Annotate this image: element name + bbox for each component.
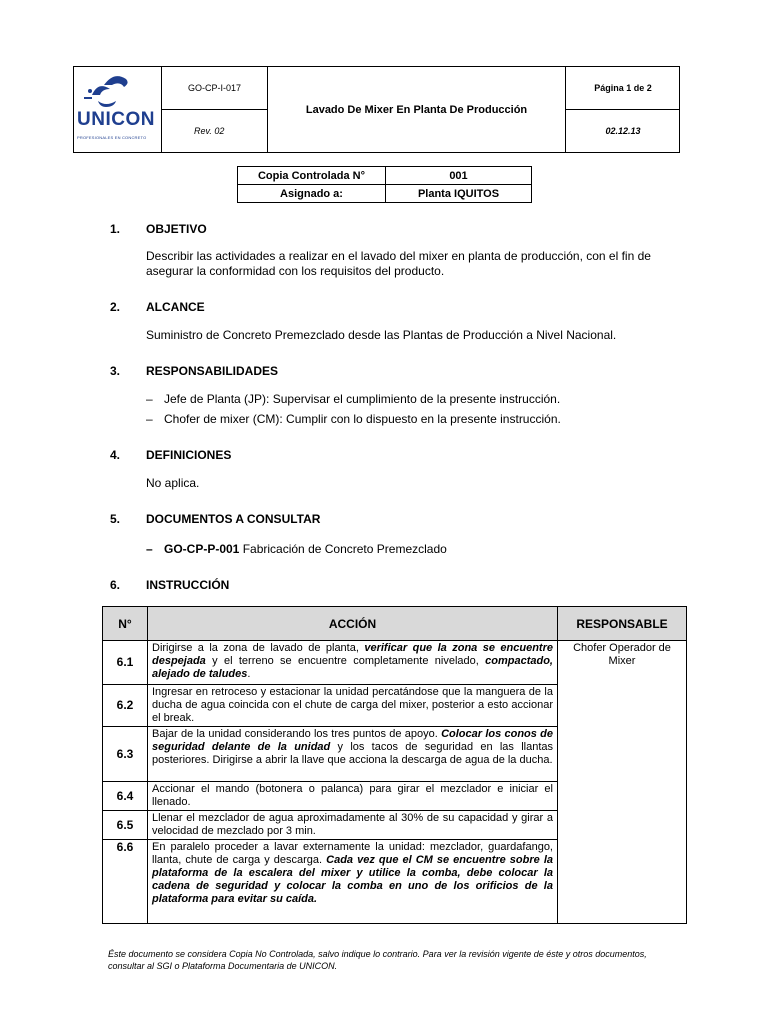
step-action: En paralelo proceder a lavar externamente la unidad: mezclador, guardafango, llanta, chute de carga y descarga. Cada vez que el CM se encuentre sobre la plataforma de la escalera del mixer y utilice la comba, debe colocar la cadena de seguridad y colocar la comba en uno de los orificios de la plataforma para evitar su caída. xyxy=(148,840,558,924)
section-number: 5. xyxy=(110,512,121,526)
section-title-responsabilidades: RESPONSABILIDADES xyxy=(146,364,279,378)
step-action: Bajar de la unidad considerando los tres puntos de apoyo. Colocar los conos de seguridad delante de la unidad y los tacos de seguridad en las llantas posteriores. Dirigirse a abrir la llave que acciona la descarga de agua de la ducha. xyxy=(148,727,558,782)
column-header-number: N° xyxy=(103,607,148,641)
logo-mark-icon xyxy=(74,67,161,113)
bullet-dash: – xyxy=(146,392,153,406)
responsibility-item: Jefe de Planta (JP): Supervisar el cumplimiento de la presente instrucción. xyxy=(164,392,561,406)
section-number: 4. xyxy=(110,448,121,462)
section-number: 3. xyxy=(110,364,121,378)
page-number: Página 1 de 2 xyxy=(594,83,652,93)
section-number: 1. xyxy=(110,222,121,236)
step-number: 6.4 xyxy=(103,782,148,811)
reference-code: GO-CP-P-001 xyxy=(164,542,240,556)
section-title-definiciones: DEFINICIONES xyxy=(146,448,232,462)
section-title-documentos: DOCUMENTOS A CONSULTAR xyxy=(146,512,321,526)
document-footer-note: Éste documento se considera Copia No Controlada, salvo indique lo contrario. Para ver la revisión vigente de éste y otros documentos, consultar al SGI o Plataforma Documentaria de UNICON. xyxy=(108,949,647,971)
definiciones-text: No aplica. xyxy=(146,476,200,490)
section-title-instruccion: INSTRUCCIÓN xyxy=(146,578,230,592)
copy-number-label: Copia Controlada N° xyxy=(238,167,386,185)
section-number: 6. xyxy=(110,578,121,592)
step-action: Accionar el mando (botonera o palanca) para girar el mezclador e iniciar el llenado. xyxy=(148,782,558,811)
reference-document xyxy=(164,542,447,556)
step-action: Dirigirse a la zona de lavado de planta, verificar que la zona se encuentre despejada y el terreno se encuentre completamente nivelado, compactado, alejado de taludes. xyxy=(148,641,558,685)
document-header xyxy=(73,66,680,153)
document-code: GO-CP-I-017 xyxy=(187,83,241,93)
step-number: 6.1 xyxy=(103,641,148,685)
table-header-row xyxy=(103,607,687,641)
column-header-action: ACCIÓN xyxy=(148,607,558,641)
column-header-responsible: RESPONSABLE xyxy=(558,607,687,641)
document-revision: Rev. 02 xyxy=(194,126,225,136)
responsible-cell: Chofer Operador de Mixer xyxy=(558,641,687,924)
bullet-dash: – xyxy=(146,412,153,426)
copy-number-value: 001 xyxy=(386,167,532,185)
step-number: 6.6 xyxy=(103,840,148,924)
reference-description: Fabricación de Concreto Premezclado xyxy=(242,542,447,556)
logo-text: UNICON xyxy=(77,109,155,130)
objetivo-text: Describir las actividades a realizar en el lavado del mixer en planta de producción, con el fin de asegurar la conformidad con los requisitos del producto. xyxy=(146,249,651,278)
assigned-label: Asignado a: xyxy=(238,185,386,203)
assigned-value: Planta IQUITOS xyxy=(386,185,532,203)
step-number: 6.3 xyxy=(103,727,148,782)
step-number: 6.5 xyxy=(103,811,148,840)
step-number: 6.2 xyxy=(103,685,148,727)
alcance-text: Suministro de Concreto Premezclado desde las Plantas de Producción a Nivel Nacional. xyxy=(146,328,617,342)
controlled-copy-table xyxy=(237,166,532,203)
document-date: 02.12.13 xyxy=(605,126,641,136)
section-number: 2. xyxy=(110,300,121,314)
instruction-table xyxy=(102,606,687,924)
document-title: Lavado De Mixer En Planta De Producción xyxy=(305,103,528,116)
section-title-objetivo: OBJETIVO xyxy=(146,222,207,236)
logo-tagline: PROFESIONALES EN CONCRETO xyxy=(77,135,147,140)
responsibility-item: Chofer de mixer (CM): Cumplir con lo dispuesto en la presente instrucción. xyxy=(164,412,561,426)
step-action: Ingresar en retroceso y estacionar la unidad percatándose que la manguera de la ducha de agua coincida con el chute de carga del mixer, posterior a esto accionar el break. xyxy=(148,685,558,727)
bullet-dash: – xyxy=(146,542,153,556)
table-row xyxy=(103,641,687,685)
section-title-alcance: ALCANCE xyxy=(146,300,205,314)
company-logo xyxy=(74,67,161,152)
step-action: Llenar el mezclador de agua aproximadamente al 30% de su capacidad y girar a velocidad de mezclado por 3 min. xyxy=(148,811,558,840)
